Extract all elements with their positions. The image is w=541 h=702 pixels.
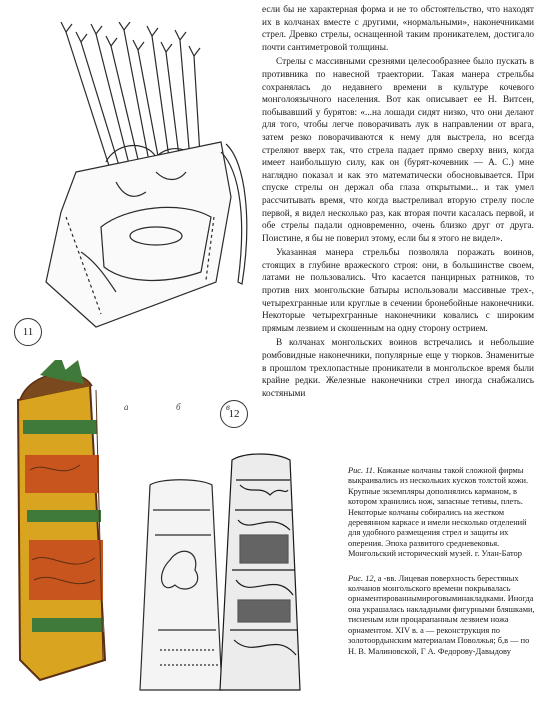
caption-fig11-label: Рис. 11. bbox=[348, 466, 376, 475]
line-quiver-b bbox=[140, 480, 222, 690]
caption-fig12 bbox=[348, 574, 536, 657]
caption-fig11-text: Кожаные колчаны такой сложной фирмы выкраивались из нескольких кусков толстой кожи. Крупные экземпляры дополнялись карманом, в котором хранились нож, запасные тетивы, плеть. Некоторые колчаны собирались на жестком деревянном каркасе и имели несколько отделений для удобного размещения стрел и защиты их оперения. Эпоха развитого средневековья. Монгольский исторический музей. г. Улан-Батор bbox=[348, 466, 529, 559]
figure-11-number-text: 11 bbox=[22, 326, 34, 338]
figure-12-birch-quivers bbox=[0, 360, 340, 697]
quivers-drawing-12 bbox=[0, 360, 340, 697]
label-v: в bbox=[226, 402, 230, 412]
caption-fig12-text: а -вв. Лицевая поверхность берестяных колчанов монгольского времени покрывалась орнаментированнымироговыминакладками. Иногда она украшалась накладными фигурными бляшками, тисненым или процарапанным лезвием ножа орнаментом. XIV в. а — реконструкция по золотоордынским материалам Поволжья; б,в — по Н. В. Малиновской, Г А. Федорову-Давыдову bbox=[348, 573, 535, 656]
label-a: а bbox=[124, 402, 129, 412]
colored-quiver-a bbox=[18, 360, 105, 680]
ornament-quiver-v bbox=[220, 454, 300, 690]
caption-fig12-label: Рис. 12, bbox=[348, 573, 376, 583]
figure-11-leather-quiver bbox=[6, 22, 256, 352]
paragraph-2: Стрелы с массивными срезнями целесообразнее было пускать в противника по навесной траектории. Такая манера стрельбы сохранялась до недавнего времени в культуре кочевого монголоязычного населения. Вот как описывает ее Н. Витсен, побывавший у бурятов: «...на лошади сидят низко, что они делают для того, чтобы легче поворачивать лук в направлении от врага, затем резко поворачиваются к нему для выстрела, но всегда стреляют вверх так, что стрела падает прямо сверху вниз, когда имеет наибольшую силу, как он (бурят-кочевник — А. С.) мне наглядно показал и как это математически обосновывается. При спуске стрелы он держал оба глаза открытыми... и так умел рассчитывать время, что когда выстреливал вторую стрелу после первой, я видел несколько раз, как вторая почти касалась первой, и обе стрелы падали одновременно, очень близко друг от друга. Поистине, я бы не поверил этому, если бы я этого не видел». bbox=[262, 57, 534, 244]
paragraph-3: Указанная манера стрельбы позволяла поражать воинов, стоящих в глубине вражеского строя: они, в большинстве своем, латами не пользовались. Что касается панцирных ратников, то против них монгольские батыры использовали массивные трех-, четырехгранные или круглые в сечении бронебойные наконечники. Некоторые четырехгранные наконечники ковались с широким прямым лезвием и скошенным на одну сторону острием. bbox=[262, 248, 534, 334]
paragraph-1: если бы не характерная форма и не то обстоятельство, что находят их в колчанах вместе с другими, «нормальными», наконечниками стрел. Древко стрелы, оснащенной таким проникателем, достигало почти сантиметровой толщины. bbox=[262, 5, 534, 53]
body-text bbox=[262, 4, 534, 400]
figure-12-number-text: 12 bbox=[228, 408, 240, 420]
figure-11-number bbox=[14, 318, 42, 346]
figure-12-number bbox=[220, 400, 248, 428]
label-b: б bbox=[176, 402, 181, 412]
caption-fig11 bbox=[348, 466, 536, 560]
figure-captions bbox=[348, 466, 536, 671]
quiver-drawing-11 bbox=[6, 22, 256, 352]
paragraph-4: В колчанах монгольских воинов встречались и небольшие ромбовидные наконечники, популярные еще у тюрков. Знаменитые в прошлом трехлопастные проникатели в монгольское время были крайне редки. Железные наконечники стрел иногда снабжались костяными bbox=[262, 338, 534, 399]
